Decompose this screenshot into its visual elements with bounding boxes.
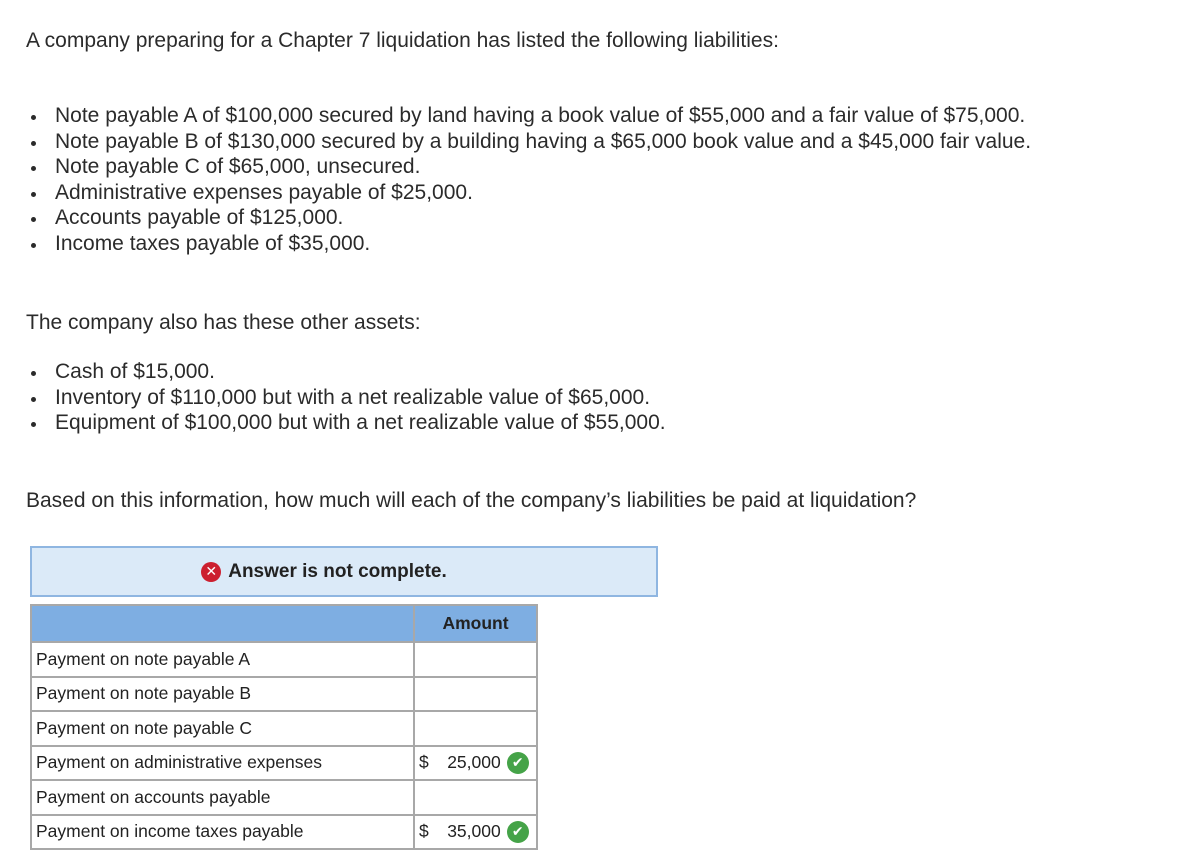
amount-input[interactable]	[414, 677, 537, 712]
intro-text: A company preparing for a Chapter 7 liquidation has listed the following liabilities:	[26, 29, 779, 52]
list-item: Cash of $15,000.	[26, 359, 666, 385]
amount-field[interactable]	[419, 821, 532, 843]
question-text: Based on this information, how much will each of the company’s liabilities be paid at liquidation?	[26, 489, 917, 512]
amount-field[interactable]	[419, 752, 532, 774]
row-label: Payment on note payable B	[31, 677, 414, 712]
answer-status-text: Answer is not complete.	[228, 560, 447, 582]
table-row	[31, 746, 537, 781]
check-circle-icon: ✔	[507, 752, 529, 774]
currency-symbol: $	[419, 821, 429, 842]
table-row	[31, 642, 537, 677]
x-circle-icon: ✕	[201, 562, 221, 582]
table-row	[31, 677, 537, 712]
row-label: Payment on accounts payable	[31, 780, 414, 815]
list-item: Inventory of $110,000 but with a net realizable value of $65,000.	[26, 385, 666, 411]
header-amount-cell: Amount	[414, 605, 537, 642]
amount-input[interactable]	[414, 815, 537, 850]
list-item: Note payable C of $65,000, unsecured.	[26, 154, 1031, 180]
amount-input[interactable]	[414, 642, 537, 677]
header-label-cell	[31, 605, 414, 642]
row-label: Payment on note payable A	[31, 642, 414, 677]
check-circle-icon: ✔	[507, 821, 529, 843]
table-row	[31, 711, 537, 746]
row-label: Payment on administrative expenses	[31, 746, 414, 781]
currency-symbol: $	[419, 752, 429, 773]
amount-value: 35,000	[447, 821, 501, 842]
list-item: Note payable A of $100,000 secured by land having a book value of $55,000 and a fair value of $75,000.	[26, 103, 1031, 129]
amount-value: 25,000	[447, 752, 501, 773]
amount-input[interactable]	[414, 780, 537, 815]
list-item: Note payable B of $130,000 secured by a building having a $65,000 book value and a $45,000 fair value.	[26, 129, 1031, 155]
list-item: Accounts payable of $125,000.	[26, 205, 1031, 231]
table-row	[31, 780, 537, 815]
row-label: Payment on note payable C	[31, 711, 414, 746]
amount-input[interactable]	[414, 746, 537, 781]
answer-table	[30, 604, 538, 850]
list-item: Administrative expenses payable of $25,000.	[26, 180, 1031, 206]
amount-input[interactable]	[414, 711, 537, 746]
table-header-row	[31, 605, 537, 642]
answer-status-banner	[30, 546, 658, 597]
row-label: Payment on income taxes payable	[31, 815, 414, 850]
table-row	[31, 815, 537, 850]
assets-list	[26, 359, 666, 436]
liabilities-list	[26, 103, 1031, 257]
list-item: Income taxes payable of $35,000.	[26, 231, 1031, 257]
assets-intro-text: The company also has these other assets:	[26, 311, 421, 334]
list-item: Equipment of $100,000 but with a net realizable value of $55,000.	[26, 410, 666, 436]
